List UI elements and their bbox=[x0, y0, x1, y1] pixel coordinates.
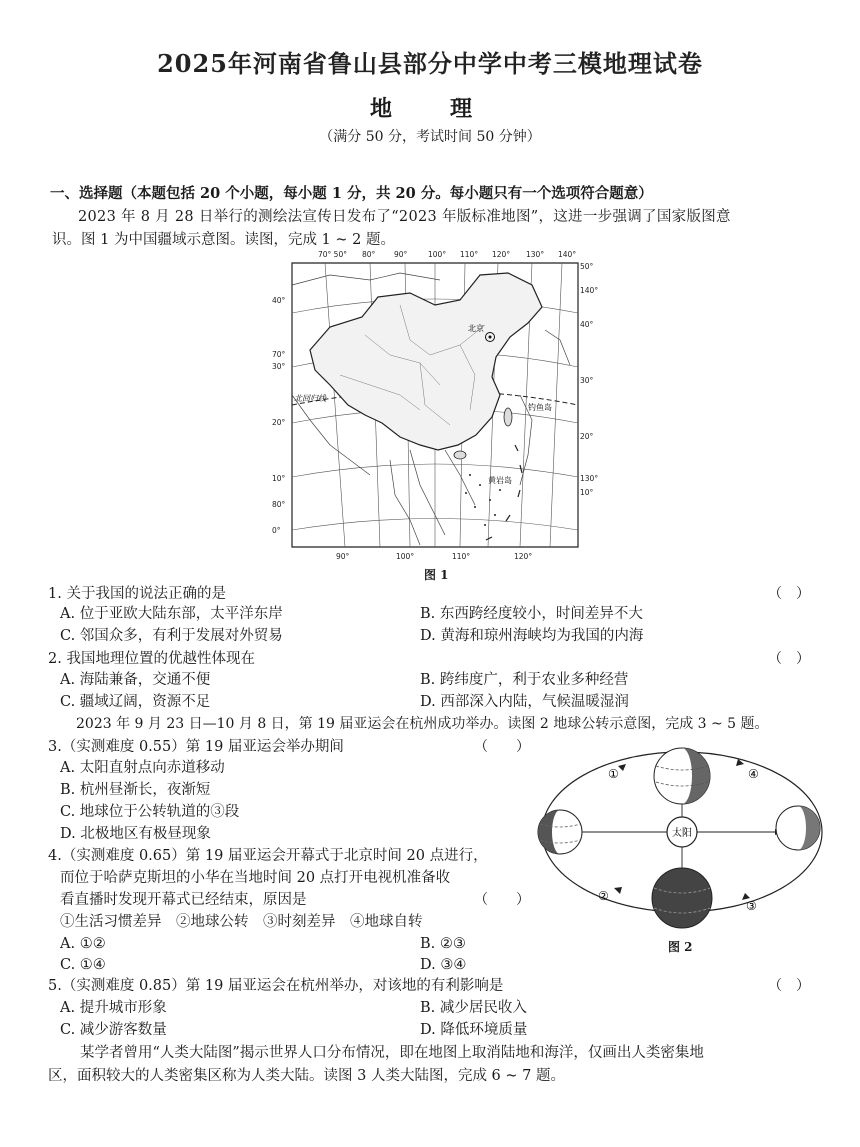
lon-bottom: 90° bbox=[336, 552, 350, 561]
q4-option-a[interactable]: A. ①② bbox=[60, 936, 106, 952]
lat-left: 70° bbox=[272, 350, 286, 359]
passage-3-line-1: 某学者曾用“人类大陆图”揭示世界人口分布情况，即在地图上取消陆地和海洋，仅画出人类密集地 bbox=[80, 1045, 704, 1061]
lat-left: 10° bbox=[272, 474, 286, 483]
q3-option-c[interactable]: C. 地球位于公转轨道的③段 bbox=[60, 804, 240, 820]
q3-option-b[interactable]: B. 杭州昼渐长，夜渐短 bbox=[60, 782, 211, 798]
lat-right: 50° bbox=[580, 262, 594, 271]
lon-top: 100° bbox=[428, 250, 447, 259]
lon-top: 80° bbox=[362, 250, 376, 259]
earth-revolution-diagram bbox=[530, 738, 830, 958]
lat-right: 130° bbox=[580, 474, 599, 483]
q3-answer-paren[interactable]: （ ） bbox=[474, 739, 530, 755]
lon-top: 70° 50° bbox=[318, 250, 347, 259]
q2-answer-paren[interactable]: （ ） bbox=[768, 651, 810, 667]
lon-top: 120° bbox=[492, 250, 511, 259]
earth-bottom bbox=[652, 868, 712, 928]
q3-stem: 3.（实测难度 0.55）第 19 届亚运会举办期间 bbox=[48, 739, 344, 755]
q2-stem: 2. 我国地理位置的优越性体现在 bbox=[48, 651, 255, 667]
orbit-segment-2: ② bbox=[598, 889, 609, 903]
intro-line-1: 2023 年 8 月 28 日举行的测绘法宣传日发布了“2023 年版标准地图”，这进一步强调了国家版图意 bbox=[78, 209, 731, 225]
china-territory-map bbox=[270, 245, 600, 565]
q2-option-b[interactable]: B. 跨纬度广，利于农业多种经营 bbox=[420, 672, 629, 688]
q4-stem-line-1: 4.（实测难度 0.65）第 19 届亚运会开幕式于北京时间 20 点进行， bbox=[48, 848, 488, 864]
section-heading: 一、选择题（本题包括 20 个小题，每小题 1 分，共 20 分。每小题只有一个选项符合题意） bbox=[50, 185, 653, 202]
q1-option-a[interactable]: A. 位于亚欧大陆东部，太平洋东岸 bbox=[60, 606, 283, 622]
q4-answer-paren[interactable]: （ ） bbox=[474, 892, 530, 908]
lat-left: 0° bbox=[272, 526, 281, 535]
lat-left: 40° bbox=[272, 296, 286, 305]
q2-option-c[interactable]: C. 疆域辽阔，资源不足 bbox=[60, 694, 211, 710]
orbit-segment-1: ① bbox=[608, 767, 619, 781]
lon-top: 110° bbox=[460, 250, 479, 259]
beijing-label: 北京 bbox=[468, 324, 484, 333]
passage-2: 2023 年 9 月 23 日—10 月 8 日，第 19 届亚运会在杭州成功举办。读图 2 地球公转示意图，完成 3 ~ 5 题。 bbox=[76, 716, 769, 732]
lat-right: 140° bbox=[580, 286, 599, 295]
lat-right: 20° bbox=[580, 432, 594, 441]
sun-label: 太阳 bbox=[672, 828, 692, 839]
q4-option-c[interactable]: C. ①④ bbox=[60, 957, 106, 973]
q4-option-d[interactable]: D. ③④ bbox=[420, 957, 467, 973]
lon-top: 140° bbox=[558, 250, 577, 259]
q2-option-d[interactable]: D. 西部深入内陆，气候温暖湿润 bbox=[420, 694, 629, 710]
q2-option-a[interactable]: A. 海陆兼备，交通不便 bbox=[60, 672, 211, 688]
q5-option-b[interactable]: B. 减少居民收入 bbox=[420, 1000, 527, 1016]
lat-left: 80° bbox=[272, 500, 286, 509]
lat-left: 30° bbox=[272, 362, 286, 371]
lon-top: 130° bbox=[526, 250, 545, 259]
q4-stem-line-2: 而位于哈萨克斯坦的小华在当地时间 20 点打开电视机准备收 bbox=[60, 870, 451, 886]
q1-option-c[interactable]: C. 邻国众多，有利于发展对外贸易 bbox=[60, 628, 283, 644]
q1-option-d[interactable]: D. 黄海和琼州海峡均为我国的内海 bbox=[420, 628, 644, 644]
exam-note: （满分 50 分，考试时间 50 分钟） bbox=[319, 129, 541, 145]
subject-title: 地 理 bbox=[369, 96, 490, 122]
q1-answer-paren[interactable]: （ ） bbox=[768, 586, 810, 602]
passage-3-line-2: 区，面积较大的人类密集区称为人类大陆。读图 3 人类大陆图，完成 6 ~ 7 题。 bbox=[48, 1068, 565, 1084]
q5-answer-paren[interactable]: （ ） bbox=[768, 978, 810, 994]
earth-left bbox=[538, 810, 582, 854]
orbit-segment-4: ④ bbox=[748, 767, 759, 781]
huangyan-label: 黄岩岛 bbox=[488, 476, 512, 485]
exam-title: 2025年河南省鲁山县部分中学中考三模地理试卷 bbox=[157, 49, 703, 78]
q4-items: ①生活习惯差异 ②地球公转 ③时刻差异 ④地球自转 bbox=[60, 914, 423, 930]
q1-stem: 1. 关于我国的说法正确的是 bbox=[48, 586, 226, 602]
q4-option-b[interactable]: B. ②③ bbox=[420, 936, 466, 952]
lon-bottom: 120° bbox=[514, 552, 533, 561]
lat-right: 30° bbox=[580, 376, 594, 385]
lon-top: 90° bbox=[394, 250, 408, 259]
q5-option-a[interactable]: A. 提升城市形象 bbox=[60, 1000, 167, 1016]
tropic-label: 北回归线 bbox=[294, 394, 326, 403]
q4-stem-line-3: 看直播时发现开幕式已经结束，原因是 bbox=[60, 892, 307, 908]
diaoyu-label: 钓鱼岛 bbox=[528, 403, 552, 412]
lat-right: 10° bbox=[580, 488, 594, 497]
figure2-caption: 图 2 bbox=[668, 940, 693, 954]
lat-right: 40° bbox=[580, 320, 594, 329]
q1-option-b[interactable]: B. 东西跨经度较小，时间差异不大 bbox=[420, 606, 643, 622]
q3-option-d[interactable]: D. 北极地区有极昼现象 bbox=[60, 826, 211, 842]
q3-option-a[interactable]: A. 太阳直射点向赤道移动 bbox=[60, 760, 225, 776]
q5-option-d[interactable]: D. 降低环境质量 bbox=[420, 1022, 528, 1038]
lon-bottom: 100° bbox=[396, 552, 415, 561]
earth-top bbox=[654, 748, 710, 804]
orbit-segment-3: ③ bbox=[746, 899, 757, 913]
figure1-caption: 图 1 bbox=[424, 568, 449, 582]
earth-right bbox=[776, 806, 820, 850]
lon-bottom: 110° bbox=[452, 552, 471, 561]
q5-stem: 5.（实测难度 0.85）第 19 届亚运会在杭州举办，对该地的有利影响是 bbox=[48, 978, 504, 994]
lat-left: 20° bbox=[272, 418, 286, 427]
q5-option-c[interactable]: C. 减少游客数量 bbox=[60, 1022, 167, 1038]
intro-line-2: 识。图 1 为中国疆域示意图。读图，完成 1 ~ 2 题。 bbox=[52, 232, 395, 248]
